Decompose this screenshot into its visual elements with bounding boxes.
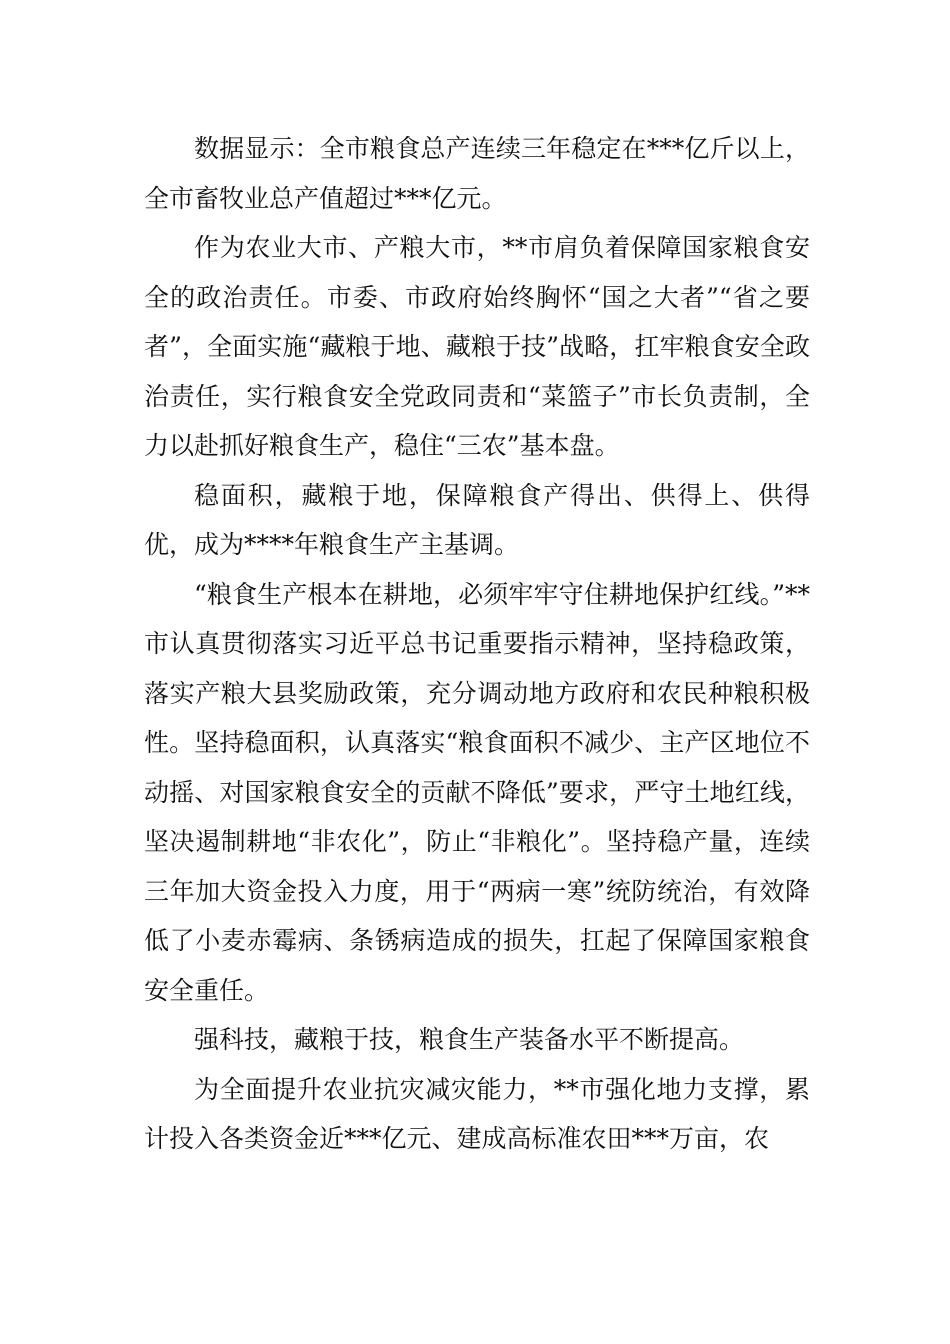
paragraph-stabilize-area: 稳面积，藏粮于地，保障粮食产得出、供得上、供得优，成为****年粮食生产主基调。 [144,480,810,559]
paragraph-grain-output: 数据显示：全市粮食总产连续三年稳定在***亿斤以上，全市畜牧业总产值超过***亿元。 [144,134,810,213]
paragraph-farmland-protection: “粮食生产根本在耕地，必须牢牢守住耕地保护红线。”**市认真贯彻落实习近平总书记重要指示精神，坚持稳政策，落实产粮大县奖励政策，充分调动地方政府和农民种粮积极性。坚持稳面积，认真落实“粮食面积不减少、主产区地位不动摇、对国家粮食安全的贡献不降低”要求，严守土地红线，坚决遏制耕地“非农化”，防止“非粮化”。坚持稳产量，连续三年加大资金投入力度，用于“两病一寒”统防统治，有效降低了小麦赤霉病、条锈病造成的损失，扛起了保障国家粮食安全重任。 [144,579,810,1005]
paragraph-disaster-resilience: 为全面提升农业抗灾减灾能力，**市强化地力支撑，累计投入各类资金近***亿元、建成高标准农田***万亩，农 [144,1074,810,1153]
document-body [144,124,810,1164]
paragraph-political-responsibility: 作为农业大市、产粮大市，**市肩负着保障国家粮食安全的政治责任。市委、市政府始终胸怀“国之大者”“省之要者”，全面实施“藏粮于地、藏粮于技”战略，扛牢粮食安全政治责任，实行粮食安全党政同责和“菜篮子”市长负责制，全力以赴抓好粮食生产，稳住“三农”基本盘。 [144,233,810,460]
paragraph-strengthen-technology: 强科技，藏粮于技，粮食生产装备水平不断提高。 [194,1025,745,1054]
